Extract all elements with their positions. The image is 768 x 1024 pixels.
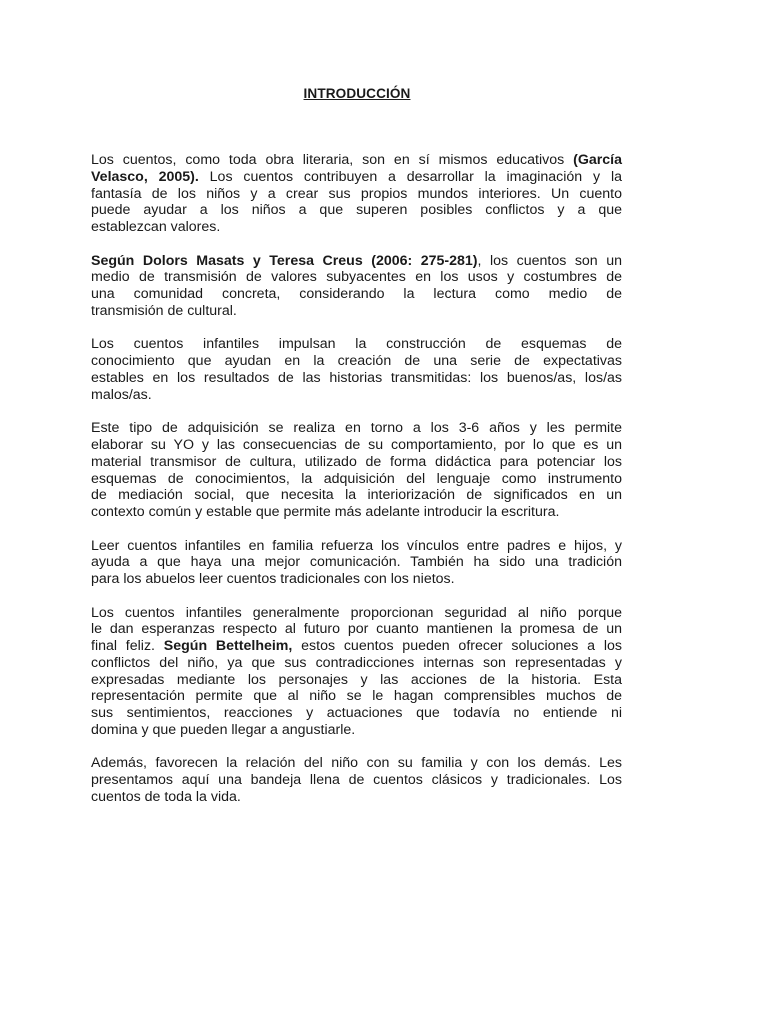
text-run: Los cuentos, como toda obra literaria, son en sí mismos educativos bbox=[91, 152, 574, 168]
text-run: expresadas mediante los personajes y las acciones de la historia. Esta bbox=[91, 671, 622, 688]
text-run: material transmisor de cultura, utilizado de forma didáctica para potenciar los bbox=[91, 453, 622, 470]
text-line bbox=[91, 504, 622, 521]
paragraph bbox=[91, 336, 622, 403]
bold-citation: Según Dolors Masats y Teresa Creus (2006: 275-281) bbox=[91, 252, 478, 269]
text-line bbox=[91, 672, 622, 689]
text-line bbox=[91, 303, 622, 320]
text-line bbox=[91, 353, 622, 370]
text-line bbox=[91, 554, 622, 571]
text-line bbox=[91, 487, 622, 504]
text-run: puede ayudar a los niños a que superen posibles conflictos y a que bbox=[91, 202, 622, 219]
paragraph bbox=[91, 755, 622, 805]
text-line bbox=[91, 705, 622, 722]
text-line bbox=[91, 387, 622, 404]
paragraph bbox=[91, 152, 622, 236]
text-line bbox=[91, 688, 622, 705]
text-run: sus sentimientos, reacciones y actuaciones que todavía no entiende ni bbox=[91, 705, 622, 722]
text-run: conocimiento que ayudan en la creación de una serie de expectativas bbox=[91, 353, 622, 370]
bold-citation: Velasco, 2005). bbox=[91, 168, 199, 185]
text-line bbox=[91, 186, 622, 203]
text-run: esquemas de conocimientos, la adquisición del lenguaje como instrumento bbox=[91, 470, 622, 487]
text-line bbox=[91, 253, 622, 270]
bold-citation: (García bbox=[573, 152, 622, 168]
text-run: Este tipo de adquisición se realiza en torno a los 3-6 años y les permite bbox=[91, 420, 622, 437]
text-line bbox=[91, 621, 622, 638]
text-run: Los cuentos infantiles impulsan la construcción de esquemas de bbox=[91, 336, 622, 353]
text-run: fantasía de los niños y a crear sus propios mundos interiores. Un cuento bbox=[91, 185, 622, 202]
text-line bbox=[91, 571, 622, 588]
paragraph bbox=[91, 538, 622, 588]
text-run: cuentos de toda la vida. bbox=[91, 789, 241, 806]
text-run: Leer cuentos infantiles en familia refuerza los vínculos entre padres e hijos, y bbox=[91, 537, 622, 554]
text-run: le dan esperanzas respecto al futuro por cuanto mantienen la promesa de un bbox=[91, 621, 622, 638]
text-line bbox=[91, 286, 622, 303]
text-run: contexto común y estable que permite más adelante introducir la escritura. bbox=[91, 504, 560, 521]
text-line bbox=[91, 202, 622, 219]
text-line bbox=[91, 269, 622, 286]
text-run: elaborar su YO y las consecuencias de su comportamiento, por lo que es un bbox=[91, 436, 622, 453]
text-line bbox=[91, 437, 622, 454]
text-line bbox=[91, 336, 622, 353]
text-run: de mediación social, que necesita la interiorización de significados en un bbox=[91, 487, 622, 504]
text-run: una comunidad concreta, considerando la lectura como medio de bbox=[91, 286, 622, 303]
text-run: Además, favorecen la relación del niño con su familia y con los demás. Les bbox=[91, 755, 622, 772]
text-line bbox=[91, 538, 622, 555]
text-line bbox=[91, 638, 622, 655]
text-line bbox=[91, 605, 622, 622]
text-run: domina y que pueden llegar a angustiarle. bbox=[91, 722, 356, 739]
text-run: , los cuentos son un bbox=[477, 252, 622, 269]
text-line bbox=[91, 420, 622, 437]
text-run: estos cuentos pueden ofrecer soluciones a los bbox=[292, 638, 622, 655]
text-run: Los cuentos infantiles generalmente proporcionan seguridad al niño porque bbox=[91, 604, 622, 621]
text-line bbox=[91, 370, 622, 387]
text-run: presentamos aquí una bandeja llena de cuentos clásicos y tradicionales. Los bbox=[91, 772, 622, 789]
text-line bbox=[91, 152, 622, 169]
text-run: conflictos del niño, ya que sus contradicciones internas son representadas y bbox=[91, 654, 622, 671]
text-run: para los abuelos leer cuentos tradicionales con los nietos. bbox=[91, 571, 455, 588]
text-run: transmisión de cultural. bbox=[91, 302, 237, 319]
text-line bbox=[91, 772, 622, 789]
page-title: INTRODUCCIÓN bbox=[303, 86, 411, 101]
text-line bbox=[91, 471, 622, 488]
text-run: estables en los resultados de las historias transmitidas: los buenos/as, los/as bbox=[91, 369, 622, 386]
text-run: representación permite que al niño se le hagan comprensibles muchos de bbox=[91, 688, 622, 705]
text-line bbox=[91, 755, 622, 772]
text-line bbox=[91, 655, 622, 672]
paragraph bbox=[91, 253, 622, 320]
text-run: establezcan valores. bbox=[91, 219, 221, 236]
paragraph bbox=[91, 420, 622, 521]
text-run: final feliz. bbox=[91, 638, 164, 655]
text-line bbox=[91, 454, 622, 471]
text-line bbox=[91, 219, 622, 236]
text-run: medio de transmisión de valores subyacentes en los usos y costumbres de bbox=[91, 269, 622, 286]
text-run: ayuda a que haya una mejor comunicación. También ha sido una tradición bbox=[91, 554, 622, 571]
text-run: malos/as. bbox=[91, 386, 152, 403]
text-run: Los cuentos contribuyen a desarrollar la imaginación y la bbox=[198, 168, 622, 185]
text-line bbox=[91, 789, 622, 806]
paragraph bbox=[91, 605, 622, 739]
bold-citation: Según Bettelheim, bbox=[163, 638, 293, 655]
document-body bbox=[91, 152, 622, 822]
text-line bbox=[91, 722, 622, 739]
text-line bbox=[91, 169, 622, 186]
